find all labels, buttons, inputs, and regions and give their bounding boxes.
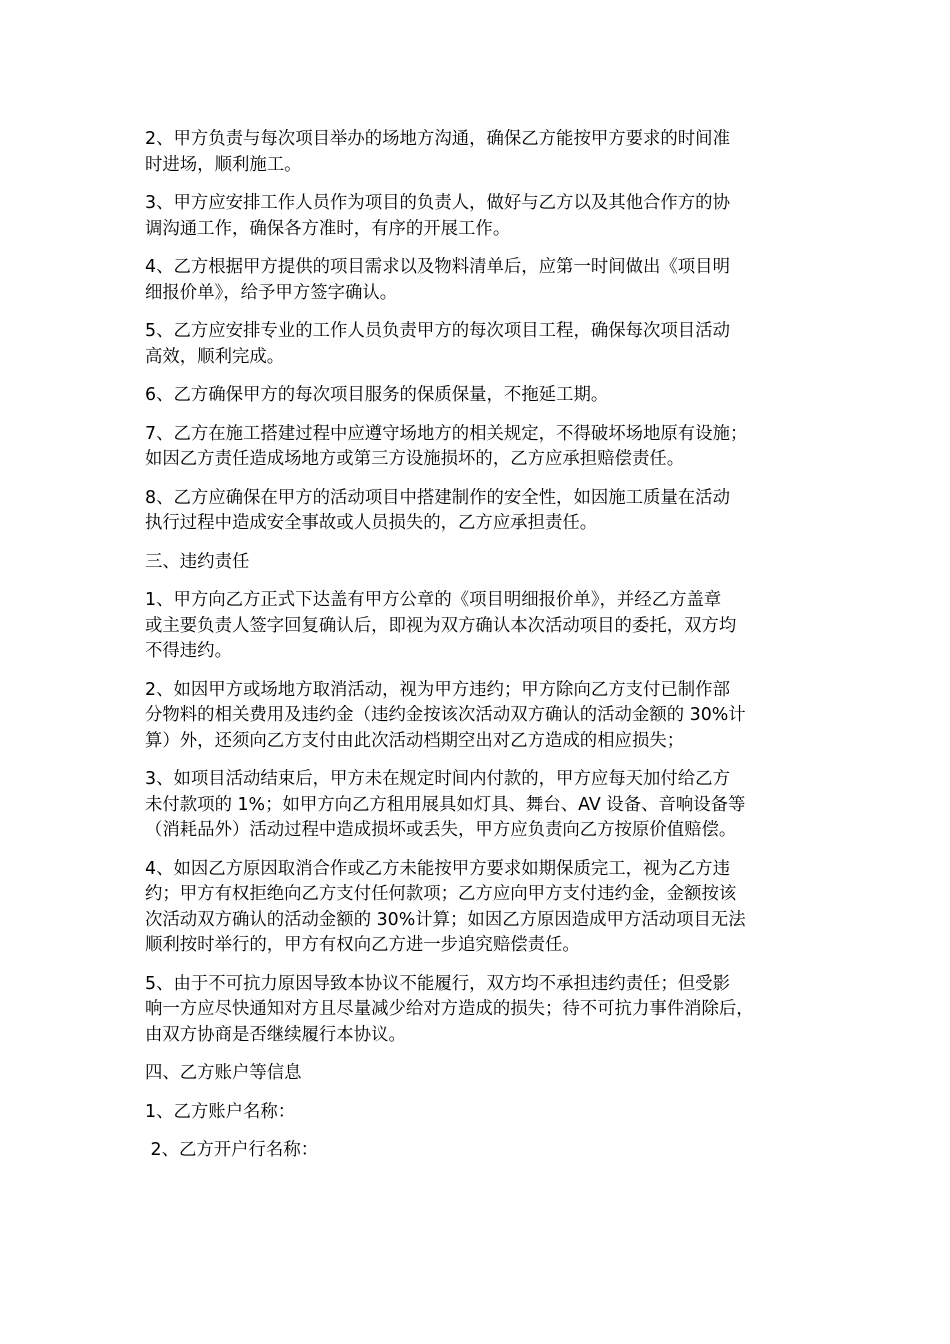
clause-paragraph bbox=[145, 383, 808, 409]
text-line: 5、乙方应安排专业的工作人员负责甲方的每次项目工程，确保每次项目活动 bbox=[145, 321, 730, 341]
clause-paragraph bbox=[145, 972, 808, 1049]
text-line: 三、违约责任 bbox=[145, 551, 250, 572]
text-line: 3、甲方应安排工作人员作为项目的负责人，做好与乙方以及其他合作方的协 bbox=[145, 193, 730, 213]
text-line: 由双方协商是否继续履行本协议。 bbox=[145, 1024, 406, 1045]
text-line: 4、如因乙方原因取消合作或乙方未能按甲方要求如期保质完工，视为乙方违 bbox=[145, 858, 730, 879]
text-line: 顺利按时举行的，甲方有权向乙方进一步追究赔偿责任。 bbox=[145, 935, 580, 955]
text-line: 四、乙方账户等信息 bbox=[145, 1063, 302, 1083]
text-line: 1、乙方账户名称： bbox=[145, 1101, 296, 1122]
section-heading bbox=[145, 1061, 808, 1087]
text-line: 调沟通工作，确保各方准时，有序的开展工作。 bbox=[145, 218, 511, 239]
text-line: 3、如项目活动结束后，甲方未在规定时间内付款的，甲方应每天加付给乙方 bbox=[145, 769, 730, 789]
text-line: 分物料的相关费用及违约金（违约金按该次活动双方确认的活动金额的 30%计 bbox=[145, 705, 746, 725]
text-line: 高效，顺利完成。 bbox=[145, 346, 285, 367]
text-line: 7、乙方在施工搭建过程中应遵守场地方的相关规定，不得破坏场地原有设施； bbox=[145, 423, 748, 444]
clause-paragraph bbox=[145, 767, 808, 844]
text-line: （消耗品外）活动过程中造成损坏或丢失，甲方应负责向乙方按原价值赔偿。 bbox=[145, 820, 737, 840]
text-line: 或主要负责人签字回复确认后，即视为双方确认本次活动项目的委托，双方均 bbox=[145, 615, 737, 636]
text-line: 2、甲方负责与每次项目举办的场地方沟通，确保乙方能按甲方要求的时间准 bbox=[145, 129, 730, 149]
account-name-field bbox=[145, 1100, 808, 1126]
clause-paragraph bbox=[145, 127, 808, 178]
text-line: 6、乙方确保甲方的每次项目服务的保质保量，不拖延工期。 bbox=[145, 385, 609, 405]
clause-paragraph bbox=[145, 319, 808, 370]
text-line: 2、如因甲方或场地方取消活动，视为甲方违约；甲方除向乙方支付已制作部 bbox=[145, 679, 730, 700]
clause-paragraph bbox=[145, 857, 808, 959]
text-line: 细报价单》，给予甲方签字确认。 bbox=[145, 282, 398, 303]
text-line: 执行过程中造成安全事故或人员损失的，乙方应承担责任。 bbox=[145, 513, 598, 533]
clause-paragraph bbox=[145, 191, 808, 242]
text-line: 响一方应尽快通知对方且尽量减少给对方造成的损失；待不可抗力事件消除后， bbox=[145, 999, 754, 1019]
clause-paragraph bbox=[145, 588, 808, 665]
text-line: 5、由于不可抗力原因导致本协议不能履行，双方均不承担违约责任；但受影 bbox=[145, 973, 730, 994]
text-line: 未付款项的 1%；如甲方向乙方租用展具如灯具、舞台、AV 设备、音响设备等 bbox=[145, 794, 746, 815]
text-line: 1、甲方向乙方正式下达盖有甲方公章的《项目明细报价单》，并经乙方盖章 bbox=[145, 590, 722, 610]
text-line: 不得违约。 bbox=[145, 641, 232, 661]
text-line: 2、乙方开户行名称： bbox=[145, 1140, 319, 1160]
bank-name-field bbox=[145, 1138, 808, 1164]
text-line: 约；甲方有权拒绝向乙方支付任何款项；乙方应向甲方支付违约金，金额按该 bbox=[145, 884, 737, 904]
text-line: 如因乙方责任造成场地方或第三方设施损坏的，乙方应承担赔偿责任。 bbox=[145, 449, 685, 469]
text-line: 4、乙方根据甲方提供的项目需求以及物料清单后，应第一时间做出《项目明 bbox=[145, 257, 730, 277]
section-heading bbox=[145, 550, 808, 576]
document-body bbox=[145, 127, 808, 1177]
text-line: 次活动双方确认的活动金额的 30%计算；如因乙方原因造成甲方活动项目无法 bbox=[145, 909, 746, 930]
clause-paragraph bbox=[145, 678, 808, 755]
clause-paragraph bbox=[145, 255, 808, 306]
clause-paragraph bbox=[145, 486, 808, 537]
clause-paragraph bbox=[145, 422, 808, 473]
text-line: 8、乙方应确保在甲方的活动项目中搭建制作的安全性，如因施工质量在活动 bbox=[145, 487, 730, 508]
text-line: 时进场，顺利施工。 bbox=[145, 154, 302, 175]
text-line: 算）外，还须向乙方支付由此次活动档期空出对乙方造成的相应损失； bbox=[145, 730, 685, 751]
